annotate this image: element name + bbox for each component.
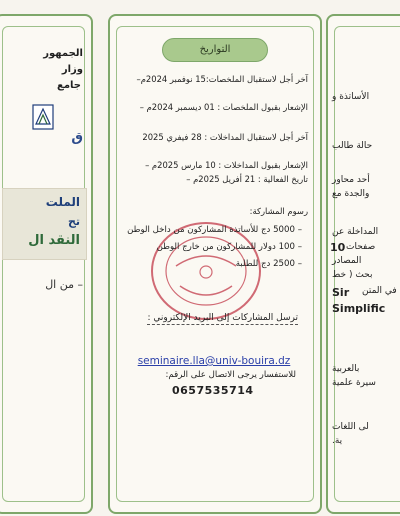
department-heading: ق bbox=[71, 130, 83, 145]
right-fragment: المداخلة عن bbox=[332, 227, 379, 237]
contact-phone: 0657535714 bbox=[172, 384, 254, 397]
right-fragment: الأساتذة و bbox=[332, 92, 370, 102]
fee-foreign-participants: – 100 دولار للمشاركون من خارج الوطن bbox=[156, 242, 302, 252]
right-bold-fragment: 10 bbox=[330, 241, 346, 254]
right-fragment: المصادر bbox=[332, 256, 362, 266]
dates-panel bbox=[108, 14, 322, 514]
right-fragment: صفحات bbox=[346, 242, 376, 252]
right-fragment: سيرة علمية bbox=[332, 378, 376, 388]
right-fragment: حالة طالب bbox=[332, 141, 373, 151]
right-bold-fragment: Sir bbox=[332, 286, 350, 299]
fee-local-teachers: – 5000 دج للأساتذة المشاركون من داخل الوطن bbox=[127, 225, 302, 235]
inquiry-text: للاستفسار يرجى الاتصال على الرقم: bbox=[165, 370, 296, 380]
right-fragment: لى اللغات bbox=[332, 422, 369, 432]
republic-heading: الجمهور bbox=[43, 48, 83, 59]
right-fragment: ية. bbox=[332, 436, 343, 446]
submission-instructions: ترسل المشاركات إلى البريد الإلكتروني : bbox=[147, 313, 298, 323]
right-fragment: والجدة مع bbox=[332, 189, 370, 199]
dates-header: التواريخ bbox=[162, 38, 268, 62]
event-date: تاريخ الفعالية : 21 أفريل 2025م – bbox=[186, 174, 308, 184]
ministry-heading: وزار bbox=[61, 64, 83, 75]
notification-papers: الإشعار بقبول المداخلات : 10 مارس 2025م – bbox=[145, 160, 308, 170]
university-heading: جامع bbox=[57, 80, 81, 91]
event-title-line-3: النقد ال bbox=[28, 233, 80, 248]
right-fragment: أحد محاور bbox=[332, 175, 370, 185]
event-subtitle: – من ال bbox=[45, 278, 83, 291]
right-bold-fragment: Simplific bbox=[332, 302, 386, 315]
left-panel bbox=[0, 14, 93, 514]
university-logo-icon bbox=[32, 104, 54, 130]
left-inner-frame bbox=[2, 26, 85, 502]
event-title-box bbox=[2, 188, 87, 260]
right-fragment: بحث ( خط bbox=[332, 270, 373, 280]
fees-title: رسوم المشاركة: bbox=[249, 206, 308, 216]
event-title-line-1: الملت bbox=[45, 195, 80, 209]
contact-email-link[interactable]: seminaire.lla@univ-bouira.dz bbox=[137, 355, 291, 367]
fee-students: – 2500 دج للطلبة bbox=[235, 259, 302, 269]
right-fragment: في المتن bbox=[362, 286, 397, 296]
right-panel bbox=[326, 14, 400, 514]
deadline-abstracts: آخر أجل لاستقبال الملخصات:15 نوفمبر 2024م– bbox=[136, 74, 308, 84]
right-fragment: بالعربية bbox=[332, 364, 360, 374]
event-title-line-2: تح bbox=[67, 215, 80, 228]
notification-abstracts: الإشعار بقبول الملخصات : 01 ديسمبر 2024م – bbox=[139, 102, 308, 112]
deadline-papers: آخر أجل لاستقبال المداخلات : 28 فيفري 2025 bbox=[142, 132, 308, 142]
